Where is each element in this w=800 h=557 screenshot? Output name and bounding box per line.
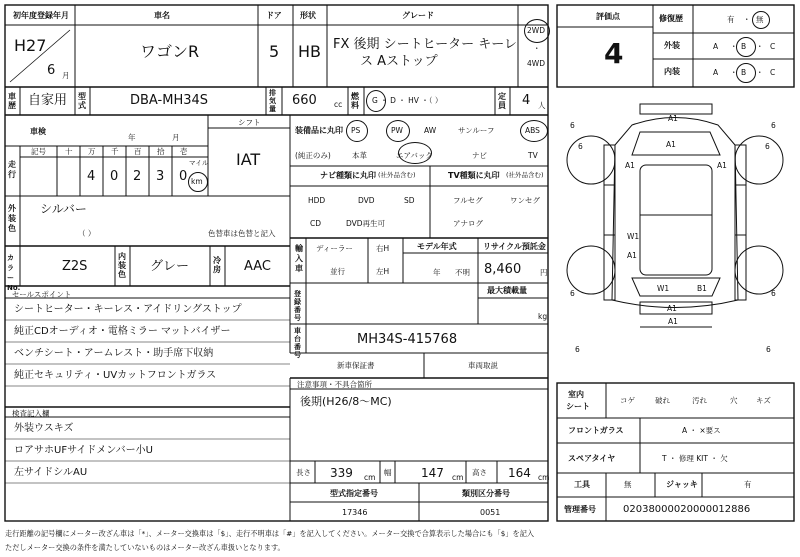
sales-title: セールスポイント xyxy=(12,290,72,299)
mgmt-value: 02038000020000012886 xyxy=(623,504,751,515)
seat-label-2: シート xyxy=(566,402,590,411)
seat-label-1: 室内 xyxy=(568,390,584,399)
diagram-mark-4: 6 xyxy=(765,142,770,151)
spare-value: T ・ 修理 KIT ・ 欠 xyxy=(662,454,728,463)
shift-label: シフト xyxy=(238,118,261,127)
digit-head-0: 十 xyxy=(65,147,73,156)
tire-rear-right xyxy=(735,246,783,294)
navi-cd: CD xyxy=(310,219,322,228)
diagram-label-bumper-r: A1 xyxy=(667,304,677,313)
navi-dvd-play: DVD再生可 xyxy=(346,219,386,228)
navi-sub: (社外品含む) xyxy=(378,171,416,179)
equip-leather: 本革 xyxy=(352,151,367,160)
max-load-label: 最大積載量 xyxy=(487,286,527,295)
repair-yes: 有 xyxy=(727,15,735,24)
digit-head-5: 壱 xyxy=(180,147,188,156)
jack-value: 有 xyxy=(744,480,752,489)
spare-label: スペアタイヤ xyxy=(568,454,616,463)
grade-line-1: FX 後期 シートヒーター キーレ xyxy=(333,37,518,52)
doors-value: 5 xyxy=(269,42,280,61)
diagram-label-fender-l: A1 xyxy=(625,161,635,170)
inspector-line-1: 外装ウスキズ xyxy=(14,423,74,434)
navi-dvd: DVD xyxy=(358,196,375,205)
digit-head-2: 千 xyxy=(111,147,119,156)
ext-grade-c: C xyxy=(770,42,776,51)
use-label: 車歴 xyxy=(8,92,16,110)
ac-value: AAC xyxy=(244,259,271,274)
disp-unit: cc xyxy=(334,100,343,109)
shaken-year-unit: 年 xyxy=(128,133,136,142)
mgmt-label: 管理番号 xyxy=(564,505,596,514)
int-sep-1: ・ xyxy=(730,68,738,77)
height-value: 164 xyxy=(508,466,531,480)
diagram-mark-3: 6 xyxy=(578,142,583,151)
diagram-label-w1-left: W1 xyxy=(627,232,640,241)
mileage-kigou: 記号 xyxy=(31,147,46,156)
equip-pw: PW xyxy=(391,126,403,135)
ext-grade-b: B xyxy=(741,42,747,51)
interior-rating-label: 内装 xyxy=(664,67,680,76)
digit-4: 3 xyxy=(156,169,165,184)
drive-dot: ・ xyxy=(533,44,541,53)
digit-head-1: 万 xyxy=(88,147,96,156)
navi-hdd: HDD xyxy=(308,196,326,205)
color-note: 色替車は色替と記入 xyxy=(208,229,276,238)
glass-value: A ・ ×要ス xyxy=(682,426,721,435)
seat-item-burn: コゲ xyxy=(620,396,635,405)
shaken-month-unit: 月 xyxy=(172,133,180,142)
cap-label: 定員 xyxy=(498,92,506,110)
repair-label: 修復歴 xyxy=(659,14,683,23)
model-year-unknown: 不明 xyxy=(455,268,470,277)
model-spec-label: 型式指定番号 xyxy=(330,489,378,498)
new-car-warranty: 新車保証書 xyxy=(337,361,375,370)
disp-label: 排気量 xyxy=(269,89,276,113)
month-unit: 月 xyxy=(62,71,70,80)
seat-item-scratch: キズ xyxy=(756,396,771,405)
reg-no-label: 登録番号 xyxy=(294,290,301,322)
import-label: 輸入車 xyxy=(295,244,303,273)
recycle-label: リサイクル預託金 xyxy=(483,242,546,251)
equip-airbag: エアバック xyxy=(396,151,433,160)
grade-line-2: ス Aストップ xyxy=(360,54,438,69)
doors-label: ドア xyxy=(266,11,282,20)
inspector-title: 検査記入欄 xyxy=(12,409,50,418)
diagram-mark-8: 6 xyxy=(766,345,771,354)
use-value: 自家用 xyxy=(28,93,68,108)
fuel-label: 燃料 xyxy=(351,92,359,110)
max-load-kg: kg xyxy=(538,312,548,321)
navi-sd: SD xyxy=(404,196,415,205)
color-label: 外装色 xyxy=(8,204,16,233)
diagram-label-fender-r: A1 xyxy=(717,161,727,170)
shift-value: IAT xyxy=(236,150,261,169)
digit-5: 0 xyxy=(179,169,188,184)
footer-line-2: ただしメーター交換の条件を満たしていないものはメーター改ざん車扱いとなります。 xyxy=(5,543,285,552)
color-paren: （ ） xyxy=(78,229,96,238)
equip-sunroof: サンルーフ xyxy=(458,126,495,135)
tv-title: TV種類に丸印 xyxy=(448,171,500,180)
ext-grade-a: A xyxy=(713,42,719,51)
glass-label: フロントガラス xyxy=(568,426,624,435)
mile-label: マイル xyxy=(189,159,209,167)
import-dealer: ディーラー xyxy=(316,244,353,253)
diagram-mark-2: 6 xyxy=(771,121,776,130)
width-value: 147 xyxy=(421,466,444,480)
class-no-label: 類別区分番号 xyxy=(462,489,510,498)
seat-item-stain: 汚れ xyxy=(692,396,707,405)
length-label: 長さ xyxy=(296,468,311,477)
tire-rear-left xyxy=(567,246,615,294)
shape-label: 形状 xyxy=(300,11,316,20)
first-reg-era: H27 xyxy=(14,36,47,55)
tv-fullseg: フルセグ xyxy=(453,196,483,205)
mileage-label: 走行 xyxy=(8,160,16,179)
diagram-mark-5: 6 xyxy=(570,289,575,298)
diagram-label-rear: A1 xyxy=(668,317,678,326)
color-code-label: カラーNo. xyxy=(7,254,21,292)
first-reg-month: 6 xyxy=(47,63,56,78)
color-code-value: Z2S xyxy=(62,259,88,274)
digit-3: 2 xyxy=(133,169,142,184)
diagram-label-front: A1 xyxy=(668,114,678,123)
diagram-label-w1-rear: W1 xyxy=(657,284,670,293)
diagram-label-a1-left: A1 xyxy=(627,251,637,260)
diagram-label-bonnet: A1 xyxy=(666,140,676,149)
diagram-mark-7: 6 xyxy=(575,345,580,354)
chassis-label: 車台番号 xyxy=(294,327,301,359)
tire-front-right xyxy=(735,136,783,184)
digit-2: 0 xyxy=(110,169,119,184)
footer-line-1: 走行距離の記号欄にメーター改ざん車は「*」、メーター交換車は「$」、走行不明車は「#」を記入してください。メーター交換で合算表示した場合にも「$」を記入 xyxy=(5,529,535,538)
height-label: 高さ xyxy=(472,468,487,477)
width-label: 幅 xyxy=(384,468,392,477)
height-unit: cm xyxy=(538,473,550,482)
diagram-label-b1-rear: B1 xyxy=(697,284,707,293)
score-value: 4 xyxy=(604,37,624,70)
vehicle-manual: 車両取説 xyxy=(468,361,498,370)
cap-value: 4 xyxy=(522,93,531,108)
chassis-value: MH34S-415768 xyxy=(357,332,458,347)
ac-label: 冷房 xyxy=(213,256,221,274)
width-unit: cm xyxy=(452,473,464,482)
model-label: 型式 xyxy=(78,92,86,110)
int-grade-b: B xyxy=(741,68,747,77)
grade-label: グレード xyxy=(402,11,434,20)
sales-line-4: 純正セキュリティ・UVカットフロントガラス xyxy=(14,370,217,381)
notes-text: 後期(H26/8〜MC) xyxy=(300,395,392,408)
length-unit: cm xyxy=(364,473,376,482)
import-right-h: 右H xyxy=(376,244,390,253)
inspector-line-3: 左サイドシルAU xyxy=(14,467,88,478)
equip-label: 装備品に丸印 xyxy=(295,126,343,135)
equip-sub: (純正のみ) xyxy=(295,151,331,160)
seat-item-tear: 破れ xyxy=(655,396,670,405)
navi-title: ナビ種類に丸印 xyxy=(320,171,376,180)
diagram-mark-6: 6 xyxy=(771,289,776,298)
car-name-value: ワゴンR xyxy=(140,42,200,61)
tv-oneseg: ワンセグ xyxy=(510,196,540,205)
recycle-value: 8,460 xyxy=(484,262,522,277)
sales-line-1: シートヒーター・キーレス・アイドリングストップ xyxy=(14,304,242,315)
equip-navi: ナビ xyxy=(472,151,487,160)
sales-line-2: 純正CDオーディオ・電格ミラー マットバイザー xyxy=(14,326,231,337)
int-sep-2: ・ xyxy=(756,68,764,77)
first-reg-label: 初年度登録年月 xyxy=(13,11,69,20)
digit-head-4: 拾 xyxy=(157,147,165,156)
jack-label: ジャッキ xyxy=(666,480,698,489)
tv-analog: アナログ xyxy=(453,219,483,228)
equip-ps: PS xyxy=(351,126,361,135)
sales-line-3: ベンチシート・アームレスト・助手席下収納 xyxy=(14,348,214,359)
color-value: シルバー xyxy=(40,202,87,216)
disp-value: 660 xyxy=(292,93,317,108)
interior-color-label: 内装色 xyxy=(118,252,126,279)
recycle-yen: 円 xyxy=(540,268,548,277)
exterior-label: 外装 xyxy=(664,41,680,50)
interior-color-value: グレー xyxy=(150,259,190,274)
int-grade-c: C xyxy=(770,68,776,77)
diagram-mark-1: 6 xyxy=(570,121,575,130)
repair-no: 無 xyxy=(756,15,764,24)
km-label: km xyxy=(191,177,203,186)
tire-front-left xyxy=(567,136,615,184)
drive-4wd: 4WD xyxy=(527,59,545,68)
score-label: 評価点 xyxy=(596,12,620,21)
tv-sub: (社外品含む) xyxy=(506,171,544,179)
notes-title: 注意事項・不具合箇所 xyxy=(297,380,372,389)
seat-item-hole: 穴 xyxy=(730,396,738,405)
equip-abs: ABS xyxy=(525,126,540,135)
model-value: DBA-MH34S xyxy=(130,93,209,108)
ext-sep-1: ・ xyxy=(730,42,738,51)
equip-tv: TV xyxy=(528,151,538,160)
cap-unit: 人 xyxy=(538,101,546,110)
model-spec-value: 17346 xyxy=(342,508,368,517)
repair-sep: ・ xyxy=(743,15,751,24)
digit-1: 4 xyxy=(87,169,96,184)
class-no-value: 0051 xyxy=(480,508,501,517)
model-year-unit: 年 xyxy=(433,268,441,277)
equip-aw: AW xyxy=(424,126,437,135)
tools-label: 工具 xyxy=(574,480,590,489)
drive-2wd: 2WD xyxy=(527,26,545,35)
tools-value: 無 xyxy=(624,480,632,489)
fuel-options: G ・ D ・ HV ・（ ） xyxy=(372,96,443,105)
length-value: 339 xyxy=(330,466,353,480)
shaken-label: 車検 xyxy=(30,127,46,136)
shape-value: HB xyxy=(298,42,322,61)
digit-head-3: 百 xyxy=(134,147,142,156)
car-name-label: 車名 xyxy=(154,11,170,20)
import-parallel: 並行 xyxy=(330,267,345,276)
ext-sep-2: ・ xyxy=(756,42,764,51)
inspector-line-2: ロアサホUFサイドメンバー小U xyxy=(14,445,153,456)
model-year-label: モデル年式 xyxy=(417,242,457,251)
import-left-h: 左H xyxy=(376,267,390,276)
int-grade-a: A xyxy=(713,68,719,77)
